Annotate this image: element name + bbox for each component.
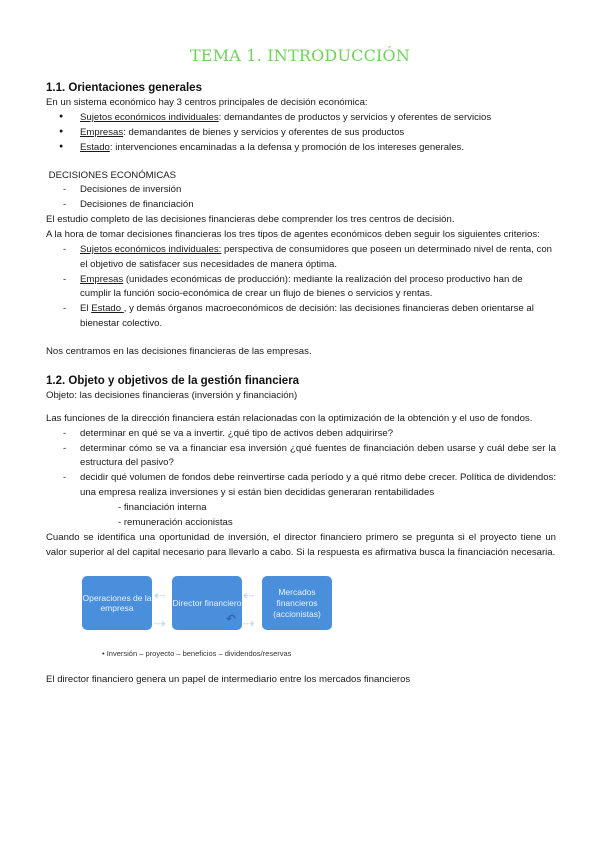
- paragraph: Nos centramos en las decisiones financieras de las empresas.: [46, 345, 312, 357]
- description: : demandantes de productos y servicios y oferentes de servicios: [218, 111, 492, 123]
- paragraph: A la hora de tomar decisiones financieras los tres tipos de agentes económicos deben seguir los siguientes criterios:: [46, 228, 540, 240]
- box-director: Director financiero: [172, 576, 242, 630]
- term: Empresas: [80, 126, 124, 138]
- list-item: [46, 141, 556, 156]
- list-item: [46, 126, 556, 141]
- paragraph: Las funciones de la dirección financiera están relacionadas con la optimización de la obtención y el uso de fondos.: [46, 412, 533, 424]
- description: perspectiva de consumidores que poseen un determinado nivel de renta, con el objetivo de satisfacer sus necesidades de manera óptima.: [80, 243, 552, 270]
- sub-item: - remuneración accionistas: [118, 516, 233, 528]
- term: Estado: [80, 141, 110, 153]
- term: Sujetos económicos individuales: [80, 111, 219, 123]
- section-heading-1-2: 1.2. Objeto y objetivos de la gestión financiera: [46, 374, 300, 387]
- sub-item: - financiación interna: [118, 501, 207, 513]
- paragraph-objeto: Objeto: las decisiones financieras (inversión y financiación): [46, 389, 298, 401]
- page-title: TEMA 1. INTRODUCCIÓN: [189, 46, 411, 65]
- arrow-right-icon: ⇢: [243, 615, 255, 632]
- list-item: [46, 111, 556, 126]
- diagram-note: • Inversión – proyecto – beneficios – dividendos/reservas: [46, 648, 556, 660]
- criteria-list: [46, 243, 556, 332]
- arrow-left-icon: ⇠: [243, 587, 255, 604]
- functions-list: [46, 427, 556, 501]
- description: (unidades económicas de producción): mediante la realización del proceso productivo han de cumplir la función socio-económica de crear un flujo de bienes o servicios y rentas.: [80, 273, 523, 300]
- paragraph: Cuando se identifica una oportunidad de inversión, el director financiero primero se pregunta si el proyecto tiene un valor superior al del capital necesario para llevarlo a cabo. Si la respuesta es afirmativa busca la financiación necesaria.: [46, 531, 556, 558]
- list-item: [46, 243, 556, 273]
- arrow-right-icon: ⇢: [154, 615, 166, 632]
- decisiones-list: [46, 183, 556, 213]
- return-arrow-icon: ↶: [226, 612, 237, 627]
- box-operaciones: Operaciones de la empresa: [82, 576, 152, 630]
- paragraph: El estudio completo de las decisiones financieras debe comprender los tres centros de decisión.: [46, 214, 455, 226]
- flow-diagram: [46, 568, 556, 646]
- list-item: - Decisiones de inversión: [46, 183, 556, 198]
- list-item: [46, 273, 556, 303]
- description: : demandantes de bienes y servicios y oferentes de sus productos: [123, 126, 405, 138]
- box-mercados: Mercados financieros (accionistas): [262, 576, 332, 630]
- list-item: - decidir qué volumen de fondos debe reinvertirse cada período y a qué ritmo debe crecer. Política de dividendos: una empresa realiza inversiones y si están bien decididas generaran rentabilidades: [46, 471, 556, 501]
- list-item: - Decisiones de financiación: [46, 198, 556, 213]
- prefix: El: [80, 303, 92, 315]
- list-item: - determinar en qué se va a invertir. ¿qué tipo de activos deben adquirirse?: [46, 427, 556, 442]
- subheading-decisiones: DECISIONES ECONÓMICAS: [46, 169, 177, 181]
- description: : intervenciones encaminadas a la defensa y promoción de los intereses generales.: [109, 141, 464, 153]
- list-item: - determinar cómo se va a financiar esa inversión ¿qué fuentes de financiación deben usarse y cuál debe ser la estructura del pasivo?: [46, 442, 556, 472]
- paragraph: El director financiero genera un papel de intermediario entre los mercados financieros: [46, 674, 411, 686]
- arrow-left-icon: ⇠: [154, 587, 166, 604]
- term: Empresas: [80, 273, 124, 285]
- paragraph: En un sistema económico hay 3 centros principales de decisión económica:: [46, 97, 368, 109]
- term: Sujetos económicos individuales:: [80, 243, 222, 255]
- document-body: [46, 80, 556, 688]
- description: , y demás órganos macroeconómicos de decisión: las decisiones financieras deben orientarse al bienestar colectivo.: [80, 303, 534, 330]
- list-item: [46, 302, 556, 332]
- section-heading-1-1: 1.1. Orientaciones generales: [46, 82, 202, 94]
- centers-list: [46, 111, 556, 156]
- term: Estado: [91, 303, 124, 315]
